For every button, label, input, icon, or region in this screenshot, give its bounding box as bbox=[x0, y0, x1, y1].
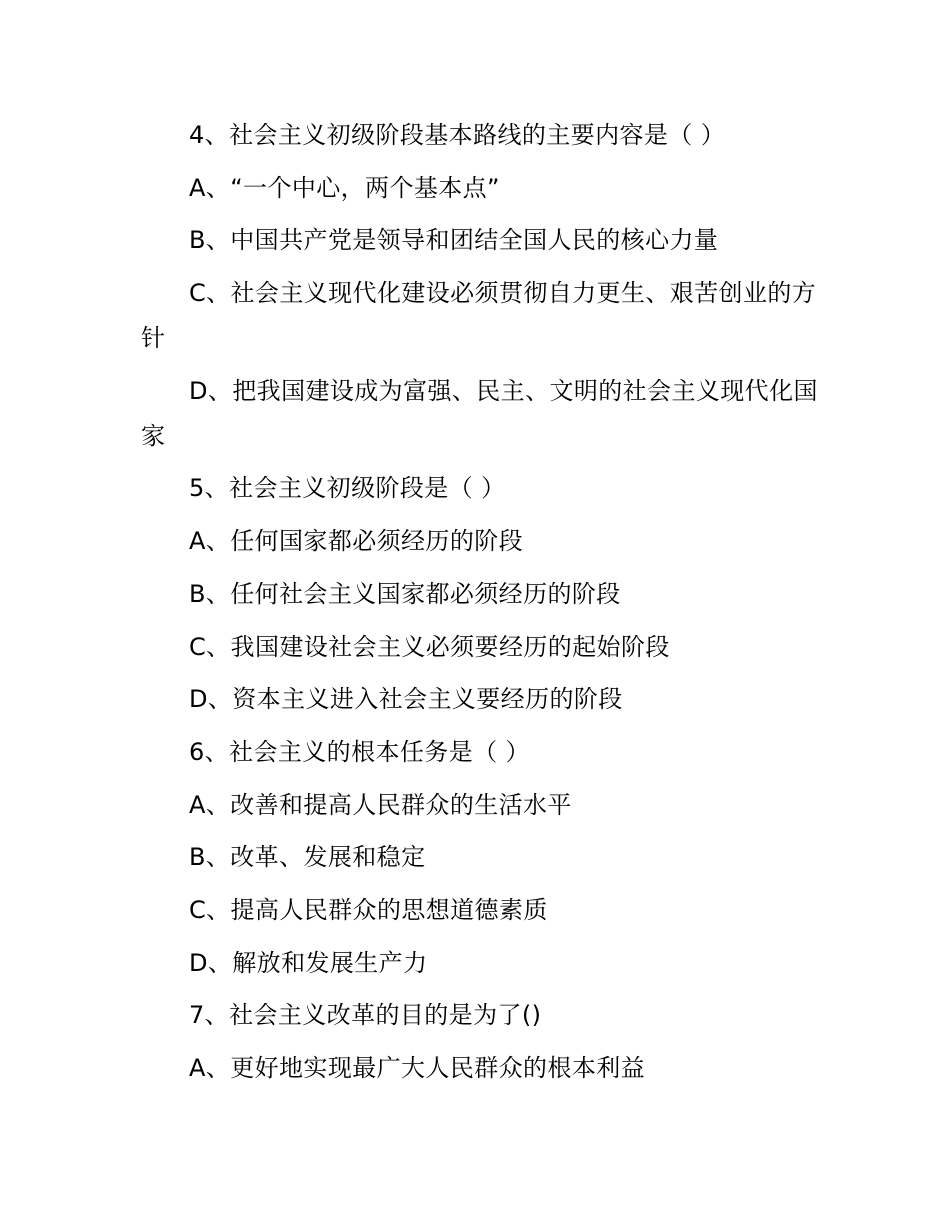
question-5-option-a: A、任何国家都必须经历的阶段 bbox=[189, 527, 524, 556]
question-5-option-d: D、资本主义进入社会主义要经历的阶段 bbox=[189, 685, 623, 714]
question-4-option-d: D、把我国建设成为富强、民主、文明的社会主义现代化国家 bbox=[141, 376, 818, 450]
document-body bbox=[141, 113, 821, 1099]
question-6: 6、社会主义的根本任务是（ ） bbox=[189, 737, 530, 766]
question-5-option-c: C、我国建设社会主义必须要经历的起始阶段 bbox=[189, 632, 670, 661]
question-5: 5、社会主义初级阶段是（ ） bbox=[189, 474, 506, 503]
question-6-option-b: B、改革、发展和稳定 bbox=[189, 843, 426, 872]
question-6-option-d: D、解放和发展生产力 bbox=[189, 948, 428, 977]
question-4-option-c: C、社会主义现代化建设必须贯彻自力更生、艰苦创业的方针 bbox=[141, 279, 817, 353]
question-6-option-c: C、提高人民群众的思想道德素质 bbox=[189, 895, 548, 924]
question-4-option-b: B、中国共产党是领导和团结全国人民的核心力量 bbox=[189, 226, 719, 255]
question-7-option-a: A、更好地实现最广大人民群众的根本利益 bbox=[189, 1054, 646, 1082]
question-6-option-a: A、改善和提高人民群众的生活水平 bbox=[189, 790, 572, 819]
question-4-option-a: A、“一个中心，两个基本点” bbox=[189, 173, 500, 202]
question-5-option-b: B、任何社会主义国家都必须经历的阶段 bbox=[189, 579, 621, 608]
question-7: 7、社会主义改革的目的是为了() bbox=[189, 1001, 542, 1030]
question-4: 4、社会主义初级阶段基本路线的主要内容是（ ） bbox=[189, 121, 726, 149]
